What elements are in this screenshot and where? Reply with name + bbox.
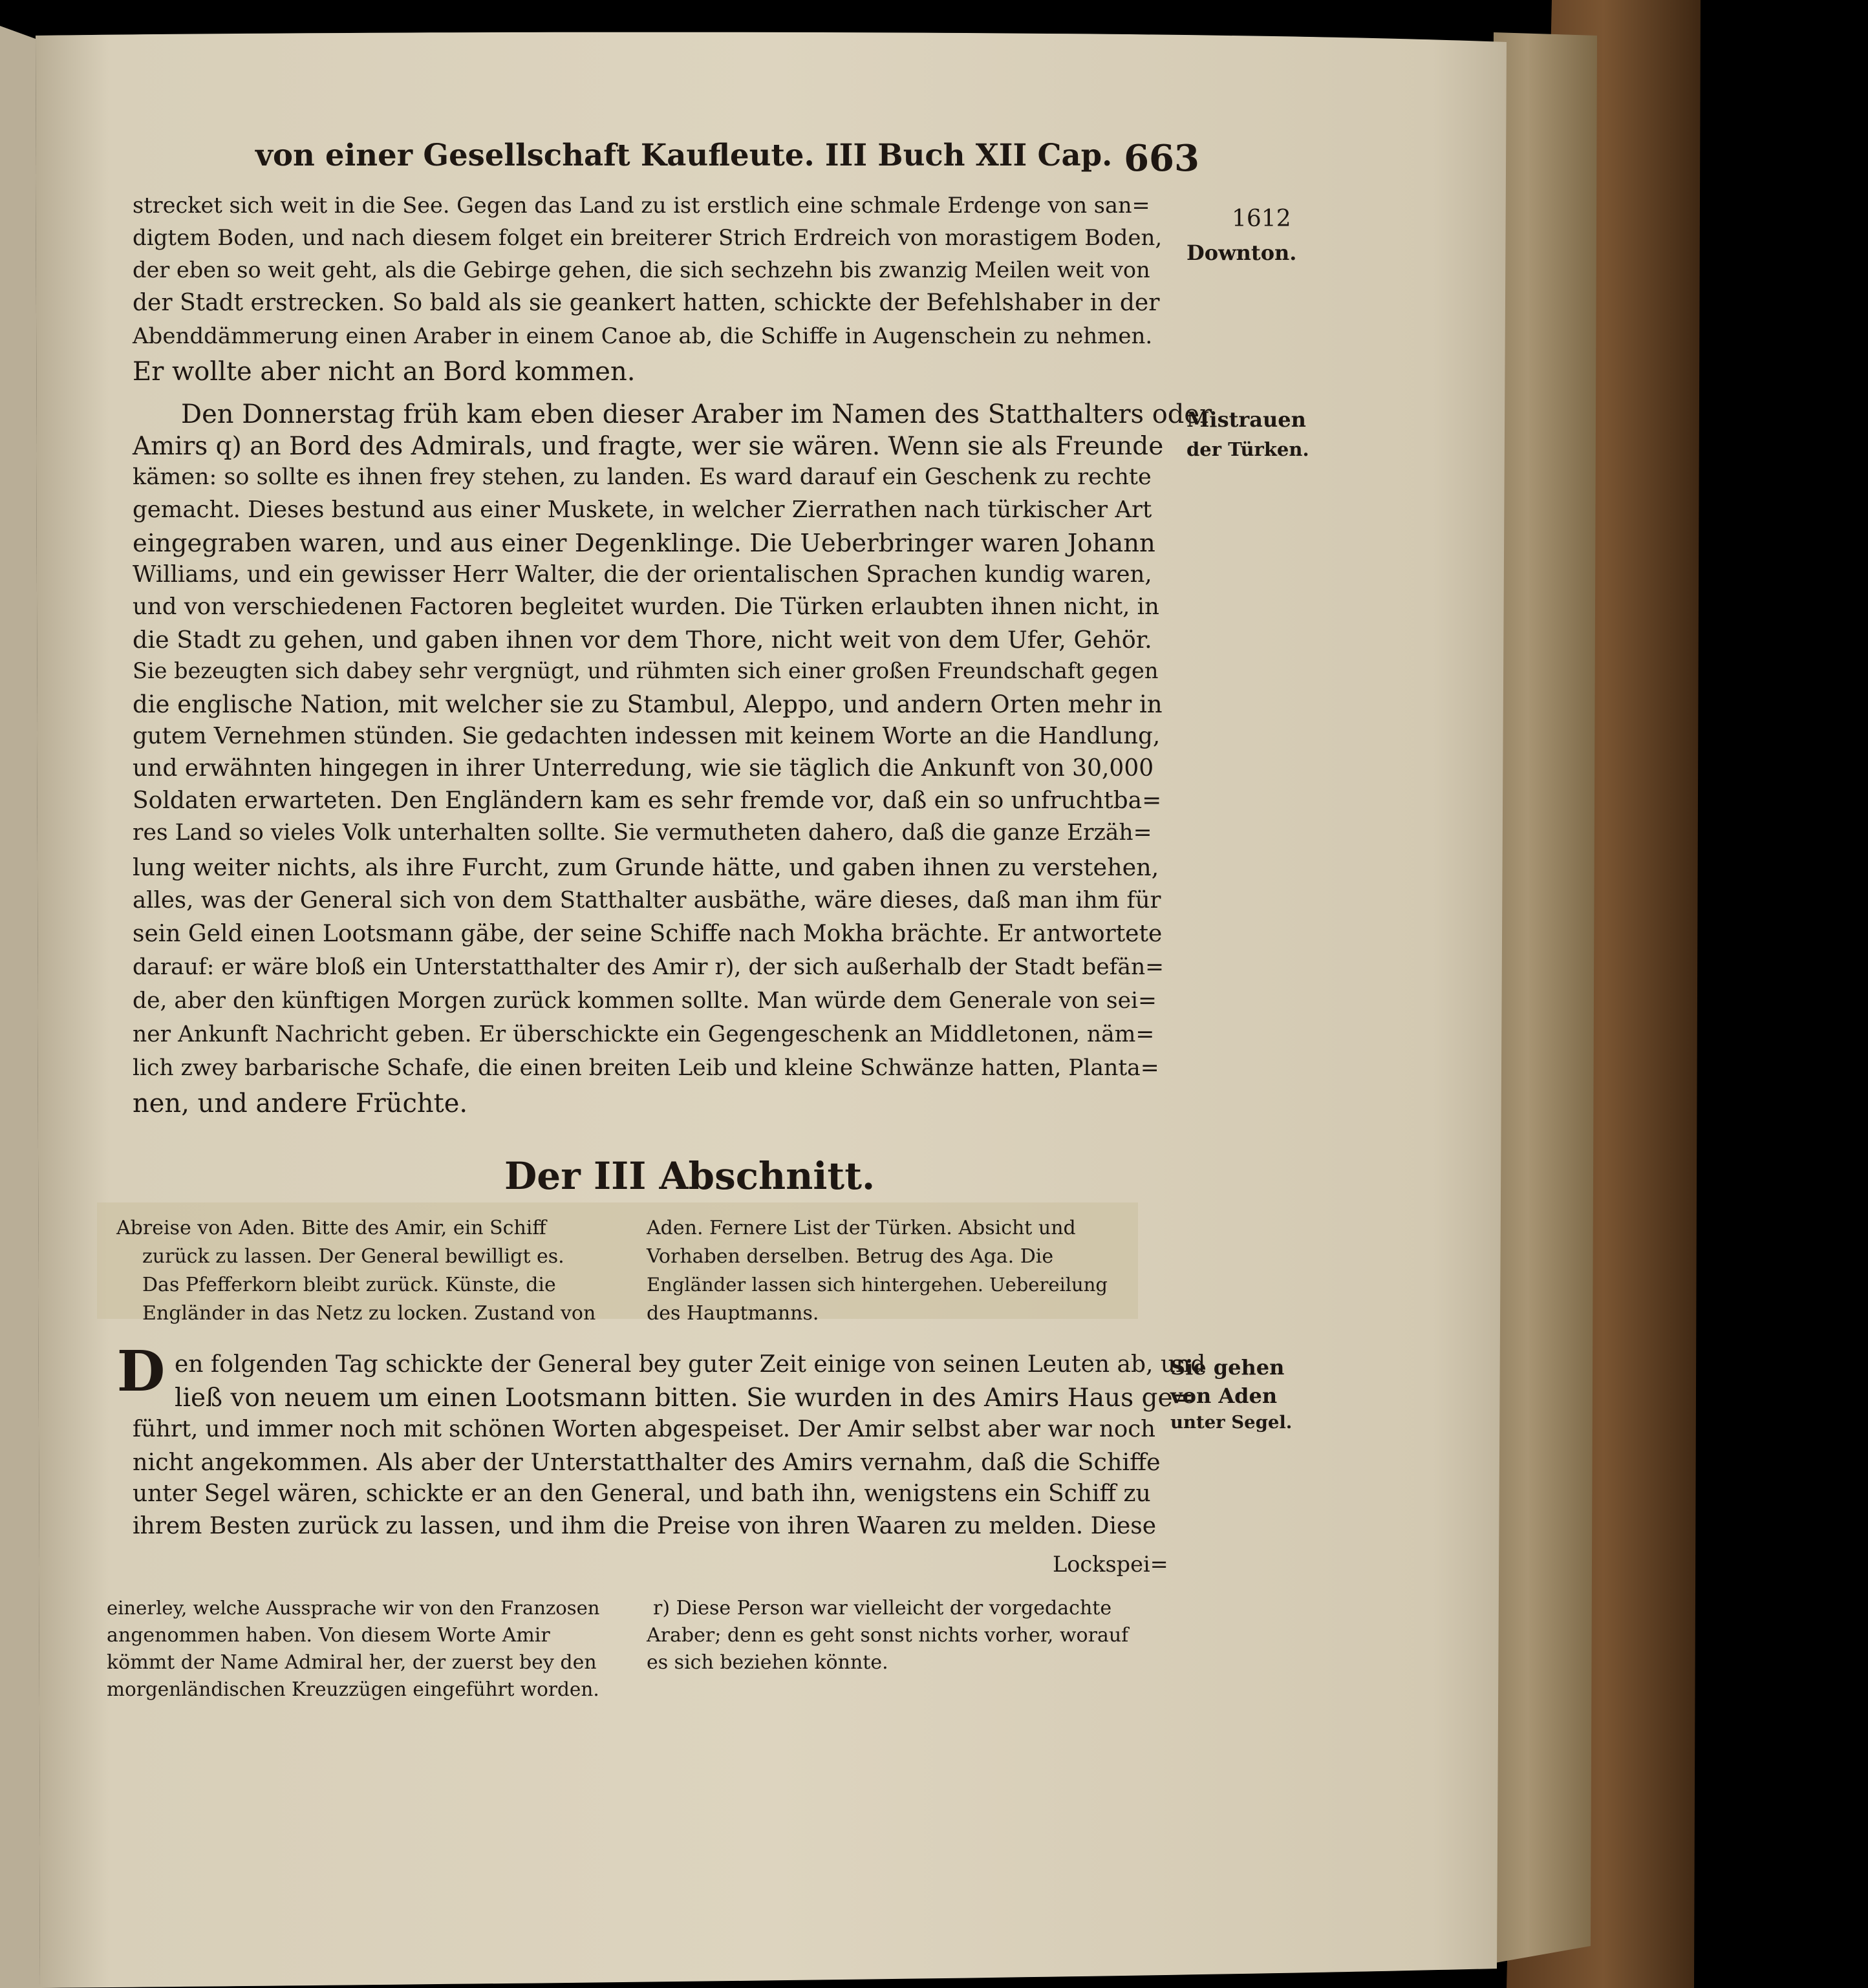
footnote-line: Araber; denn es geht sonst nichts vorher, worauf xyxy=(647,1624,1129,1647)
margin-note-line: Mistrauen xyxy=(1186,407,1306,432)
text-line: nicht angekommen. Als aber der Unterstatthalter des Amirs vernahm, daß die Schiffe xyxy=(133,1448,1161,1476)
text-line: alles, was der General sich von dem Statthalter ausbäthe, wäre dieses, daß man ihm für xyxy=(133,887,1161,914)
summary-line: Engländer lassen sich hintergehen. Uebereilung xyxy=(647,1274,1108,1296)
summary-line: Abreise von Aden. Bitte des Amir, ein Schiff xyxy=(116,1217,546,1239)
text-line: der eben so weit geht, als die Gebirge gehen, die sich sechzehn bis zwanzig Meilen weit von xyxy=(133,257,1150,283)
summary-line: Vorhaben derselben. Betrug des Aga. Die xyxy=(647,1245,1054,1268)
text-line: ihrem Besten zurück zu lassen, und ihm die Preise von ihren Waaren zu melden. Diese xyxy=(133,1513,1157,1539)
footnote-line: morgenländischen Kreuzzügen eingeführt worden. xyxy=(107,1678,599,1700)
text-line: Den Donnerstag früh kam eben dieser Araber im Namen des Statthalters oder xyxy=(181,400,1212,429)
text-line: und erwähnten hingegen in ihrer Unterredung, wie sie täglich die Ankunft von 30,000 xyxy=(133,755,1154,782)
text-line: ner Ankunft Nachricht geben. Er überschickte ein Gegengeschenk an Middletonen, näm= xyxy=(133,1021,1155,1047)
text-line: darauf: er wäre bloß ein Unterstatthalter des Amir r), der sich außerhalb der Stadt befän= xyxy=(133,954,1165,980)
summary-line: zurück zu lassen. Der General bewilligt es. xyxy=(142,1245,564,1268)
margin-note-line: Downton. xyxy=(1186,240,1297,265)
text-line: strecket sich weit in die See. Gegen das Land zu ist erstlich eine schmale Erdenge von san= xyxy=(133,193,1150,218)
text-line: gemacht. Dieses bestund aus einer Muskete, in welcher Zierrathen nach türkischer Art xyxy=(133,497,1152,523)
text-line: Soldaten erwarteten. Den Engländern kam es sehr fremde vor, daß ein so unfruchtba= xyxy=(133,787,1162,814)
text-line: de, aber den künftigen Morgen zurück kommen sollte. Man würde dem Generale von sei= xyxy=(133,988,1157,1014)
text-line: lich zwey barbarische Schafe, die einen breiten Leib und kleine Schwänze hatten, Planta= xyxy=(133,1055,1159,1081)
text-line: digtem Boden, und nach diesem folget ein breiterer Strich Erdreich von morastigem Boden, xyxy=(133,225,1163,251)
margin-note-line: unter Segel. xyxy=(1170,1412,1293,1433)
margin-note-line: 1612 xyxy=(1232,206,1291,232)
text-line: gutem Vernehmen stünden. Sie gedachten indessen mit keinem Worte an die Handlung, xyxy=(133,723,1161,749)
catchword: Lockspei= xyxy=(1053,1552,1168,1577)
running-title: von einer Gesellschaft Kaufleute. III Buch XII Cap. xyxy=(255,137,1113,173)
footnote-line: kömmt der Name Admiral her, der zuerst bey den xyxy=(107,1651,597,1674)
running-header xyxy=(255,137,1199,195)
footnote-line: einerley, welche Aussprache wir von den Franzosen xyxy=(107,1597,600,1619)
text-line: Abenddämmerung einen Araber in einem Canoe ab, die Schiffe in Augenschein zu nehmen. xyxy=(133,323,1153,349)
text-line: res Land so vieles Volk unterhalten sollte. Sie vermutheten dahero, daß die ganze Erzäh= xyxy=(133,820,1152,846)
text-line: Er wollte aber nicht an Bord kommen. xyxy=(133,357,636,387)
page-number: 663 xyxy=(1124,137,1199,180)
text-line: Amirs q) an Bord des Admirals, und fragte, wer sie wären. Wenn sie als Freunde xyxy=(133,432,1164,461)
text-line: lung weiter nichts, als ihre Furcht, zum Grunde hätte, und gaben ihnen zu verstehen, xyxy=(133,853,1159,881)
text-line: Sie bezeugten sich dabey sehr vergnügt, und rühmten sich einer großen Freundschaft gegen xyxy=(133,658,1159,683)
text-line: Williams, und ein gewisser Herr Walter, die der orientalischen Sprachen kundig waren, xyxy=(133,561,1152,588)
section-heading: Der III Abschnitt. xyxy=(504,1154,875,1198)
text-line: die englische Nation, mit welcher sie zu Stambul, Aleppo, und andern Orten mehr in xyxy=(133,690,1163,718)
summary-line: Aden. Fernere List der Türken. Absicht und xyxy=(647,1217,1076,1239)
text-line: die Stadt zu gehen, und gaben ihnen vor dem Thore, nicht weit von dem Ufer, Gehör. xyxy=(133,626,1152,654)
text-line: eingegraben waren, und aus einer Degenklinge. Die Ueberbringer waren Johann xyxy=(133,529,1155,558)
footnote-line: r) Diese Person war vielleicht der vorgedachte xyxy=(653,1597,1112,1619)
text-line: führt, und immer noch mit schönen Worten abgespeiset. Der Amir selbst aber war noch xyxy=(133,1416,1156,1442)
text-line: en folgenden Tag schickte der General bey guter Zeit einige von seinen Leuten ab, und xyxy=(175,1351,1206,1378)
text-line: nen, und andere Früchte. xyxy=(133,1089,468,1118)
margin-note-line: von Aden xyxy=(1170,1384,1278,1408)
drop-capital: D xyxy=(116,1339,166,1404)
text-line: unter Segel wären, schickte er an den General, und bath ihn, wenigstens ein Schiff zu xyxy=(133,1480,1151,1507)
summary-line: Engländer in das Netz zu locken. Zustand von xyxy=(142,1302,596,1325)
margin-note-line: der Türken. xyxy=(1186,438,1309,460)
text-line: ließ von neuem um einen Lootsmann bitten. Sie wurden in des Amirs Haus ge= xyxy=(175,1384,1194,1413)
footnote-line: angenommen haben. Von diesem Worte Amir xyxy=(107,1624,550,1647)
margin-note-line: Sie gehen xyxy=(1170,1355,1285,1380)
text-line: der Stadt erstrecken. So bald als sie geankert hatten, schickte der Befehlshaber in der xyxy=(133,290,1160,316)
text-line: kämen: so sollte es ihnen frey stehen, zu landen. Es ward darauf ein Geschenk zu rechte xyxy=(133,464,1152,490)
footnote-line: es sich beziehen könnte. xyxy=(647,1651,888,1674)
summary-line: des Hauptmanns. xyxy=(647,1302,819,1325)
text-line: sein Geld einen Lootsmann gäbe, der seine Schiffe nach Mokha brächte. Er antwortete xyxy=(133,921,1163,947)
summary-line: Das Pfefferkorn bleibt zurück. Künste, die xyxy=(142,1274,556,1296)
text-line: und von verschiedenen Factoren begleitet wurden. Die Türken erlaubten ihnen nicht, in xyxy=(133,593,1159,620)
